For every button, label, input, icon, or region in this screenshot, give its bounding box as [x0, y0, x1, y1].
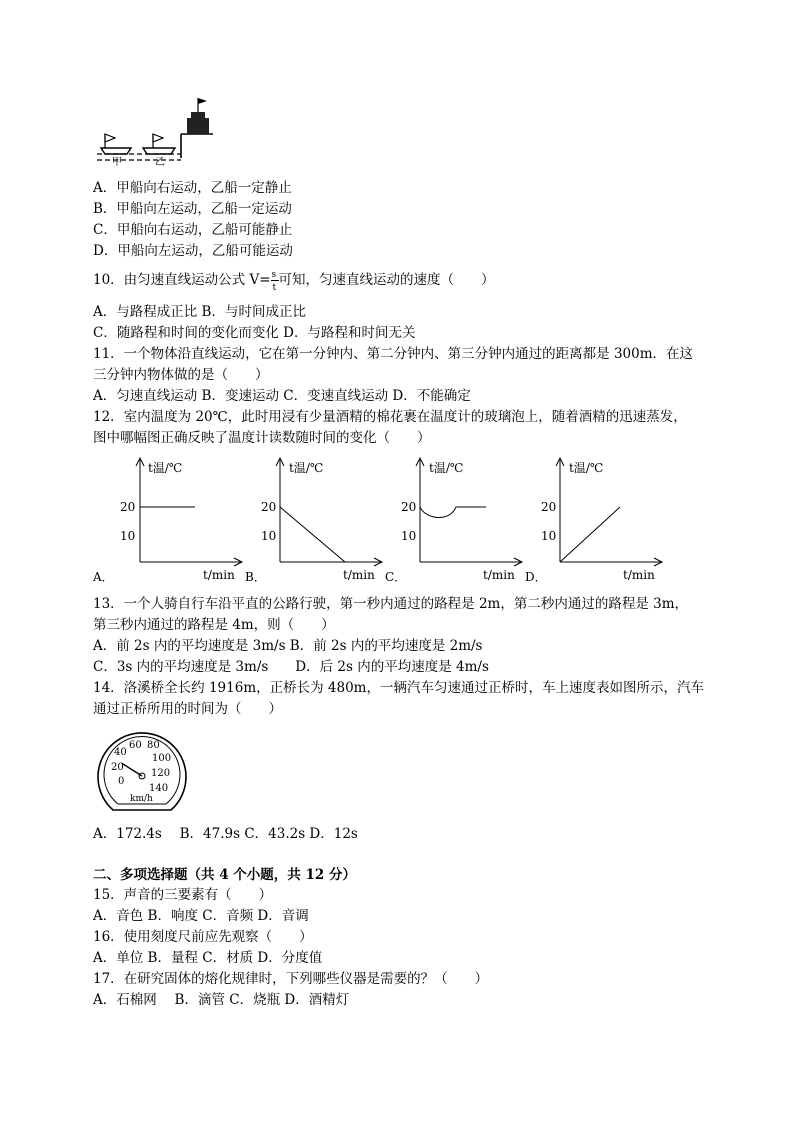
q12-stem-line2: 图中哪幅图正确反映了温度计读数随时间的变化（ ）	[93, 430, 431, 446]
speedometer	[95, 724, 189, 812]
q11-stem-line2: 三分钟内物体做的是（ ）	[93, 367, 269, 383]
graph-c-ylabel: t温/℃	[429, 461, 464, 475]
graph-b-plot	[276, 456, 386, 566]
graph-a-plot	[136, 456, 246, 566]
fraction-denominator: t	[272, 283, 277, 293]
q17-options: A．石棉网 B．滴管 C．烧瓶 D．酒精灯	[93, 992, 350, 1008]
graph-c-plot	[416, 456, 526, 566]
q9-option-b: B．甲船向左运动，乙船一定运动	[93, 201, 292, 217]
tick-20: 20	[111, 762, 124, 773]
q12-stem-line1: 12．室内温度为 20℃，此时用浸有少量酒精的棉花裹在温度计的玻璃泡上，随着酒精的迅速蒸发，	[93, 409, 687, 425]
q17-stem: 17．在研究固体的熔化规律时，下列哪些仪器是需要的？（ ）	[93, 971, 489, 987]
graph-b-ylabel: t温/℃	[289, 461, 324, 475]
boat-jia	[101, 134, 131, 154]
graph-d-xlabel: t/min	[623, 568, 655, 582]
q10-stem	[93, 270, 495, 293]
q9-option-c: C．甲船向右运动，乙船可能静止	[93, 222, 293, 238]
graph-c-option-label: C．	[385, 570, 407, 584]
graph-d-curve	[560, 507, 620, 562]
section2-title: 二、多项选择题（共 4 个小题，共 12 分）	[93, 867, 356, 883]
graph-c-xlabel: t/min	[483, 568, 515, 582]
q10-option-ab: A．与路程成正比 B．与时间成正比	[93, 304, 306, 320]
speedometer-unit: km/h	[130, 794, 153, 804]
graph-a-option-label: A．	[93, 570, 114, 584]
q16-options: A．单位 B．量程 C．材质 D．分度值	[93, 950, 323, 966]
graph-d-ylabel: t温/℃	[569, 461, 604, 475]
graph-c-curve	[420, 507, 486, 518]
graph-a-tick-10: 10	[120, 529, 136, 543]
boat-yi	[143, 134, 175, 154]
water-lines	[97, 154, 181, 160]
boats-figure	[95, 96, 215, 166]
q11-options: A．匀速直线运动 B．变速运动 C．变速直线运动 D．不能确定	[93, 388, 471, 404]
graph-d-tick-20: 20	[541, 500, 557, 514]
tick-80: 80	[147, 740, 160, 751]
q9-option-d: D．甲船向左运动，乙船可能运动	[93, 243, 293, 259]
tick-140: 140	[149, 783, 169, 794]
velocity-fraction	[271, 270, 279, 293]
graph-b-option-label: B．	[245, 570, 266, 584]
graph-a-xlabel: t/min	[203, 568, 235, 582]
graph-b-tick-10: 10	[261, 529, 277, 543]
q14-options: A．172.4s B．47.9s C．43.2s D．12s	[93, 826, 358, 842]
q16-stem: 16．使用刻度尺前应先观察（ ）	[93, 929, 313, 945]
graph-b-curve	[280, 507, 345, 562]
q15-options: A．音色 B．响度 C．音频 D．音调	[93, 908, 309, 924]
q15-stem: 15．声音的三要素有（ ）	[93, 887, 273, 903]
q13-stem-line2: 第三秒内通过的路程是 4m，则（ ）	[93, 617, 335, 633]
boat-jia-label: 甲	[112, 157, 122, 168]
fraction-numerator: s	[271, 270, 277, 280]
q10-option-cd: C．随路程和时间的变化而变化 D．与路程和时间无关	[93, 325, 416, 341]
speedometer-needle	[122, 763, 142, 776]
graph-c-tick-10: 10	[401, 529, 417, 543]
q9-option-a: A．甲船向右运动，乙船一定静止	[93, 180, 292, 196]
graph-d-tick-10: 10	[541, 529, 557, 543]
tick-0: 0	[118, 776, 125, 787]
tick-120: 120	[151, 768, 171, 779]
tick-40: 40	[114, 747, 127, 758]
q14-stem-line1: 14．洛溪桥全长约 1916m，正桥长为 480m，一辆汽车匀速通过正桥时，车上速度表如图所示，汽车	[93, 680, 704, 696]
graph-a-ylabel: t温/℃	[148, 461, 183, 475]
q13-option-cd: C．3s 内的平均速度是 3m/s D．后 2s 内的平均速度是 4m/s	[93, 659, 489, 675]
boat-yi-label: 乙	[155, 157, 165, 168]
graph-d-plot	[556, 456, 666, 566]
shore-building	[181, 98, 213, 158]
tick-60: 60	[129, 740, 142, 751]
q13-option-ab: A．前 2s 内的平均速度是 3m/s B．前 2s 内的平均速度是 2m/s	[93, 638, 483, 654]
graph-a-tick-20: 20	[120, 500, 136, 514]
q11-stem-line1: 11．一个物体沿直线运动，它在第一分钟内、第二分钟内、第三分钟内通过的距离都是 300m．在这	[93, 346, 694, 362]
graph-d-option-label: D．	[525, 570, 547, 584]
q10-stem-after: 可知，匀速直线运动的速度（ ）	[278, 272, 495, 288]
tick-100: 100	[152, 753, 172, 764]
graph-b-xlabel: t/min	[343, 568, 375, 582]
q14-stem-line2: 通过正桥所用的时间为（ ）	[93, 701, 282, 717]
graph-c-tick-20: 20	[401, 500, 417, 514]
q10-stem-before: 10．由匀速直线运动公式 V=	[93, 272, 271, 288]
graph-b-tick-20: 20	[261, 500, 277, 514]
q13-stem-line1: 13．一个人骑自行车沿平直的公路行驶，第一秒内通过的路程是 2m，第二秒内通过的路程是 3m，	[93, 596, 689, 612]
